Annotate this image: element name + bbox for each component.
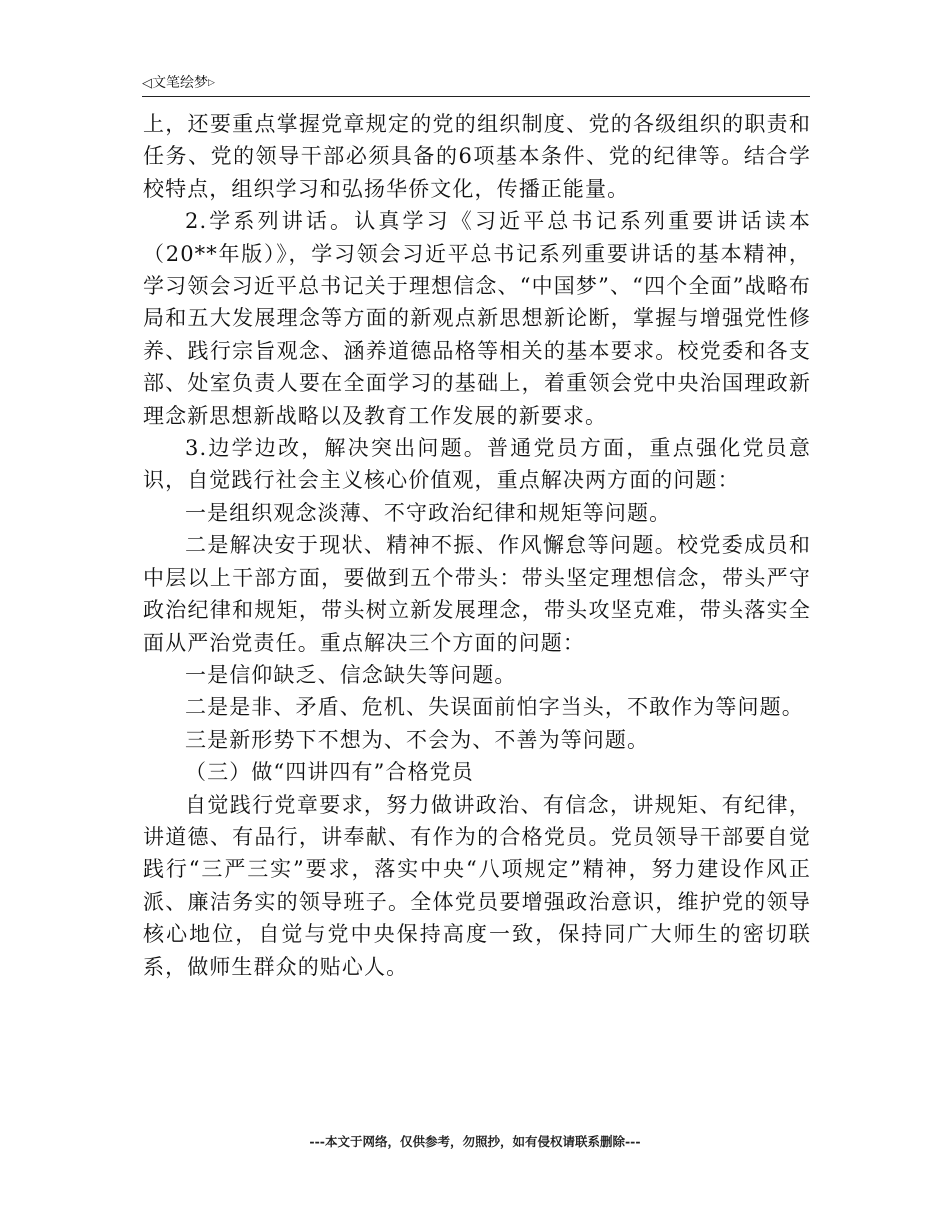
paragraph-6: 一是信仰缺乏、信念缺失等问题。 — [185, 662, 517, 687]
paragraph-10: 自觉践行党章要求，努力做讲政治、有信念，讲规矩、有纪律，讲道德、有品行，讲奉献、有作为的合格党员。党员领导干部要自觉践行“三严三实”要求，落实中央“八项规定”精神，努力建设作风正派、廉洁务实的领导班子。全体党员要增强政治意识，维护党的领导核心地位，自觉与党中央保持高度一致，保持同广大师生的密切联系，做师生群众的贴心人。 — [143, 792, 811, 979]
paragraph-5: 二是解决安于现状、精神不振、作风懈怠等问题。校党委成员和中层以上干部方面，要做到五个带头：带头坚定理想信念，带头严守政治纪律和规矩，带头树立新发展理念，带头攻坚克难，带头落实全面从严治党责任。重点解决三个方面的问题： — [143, 533, 811, 655]
paragraph-2: 2.学系列讲话。认真学习《习近平总书记系列重要讲话读本（20**年版）》，学习领会习近平总书记系列重要讲话的基本精神，学习领会习近平总书记关于理想信念、“中国梦”、“四个全面”战略布局和五大发展理念等方面的新观点新思想新论断，掌握与增强党性修养、践行宗旨观念、涵养道德品格等相关的基本要求。校党委和各支部、处室负责人要在全面学习的基础上，着重领会党中央治国理政新理念新思想新战略以及教育工作发展的新要求。 — [143, 209, 811, 428]
page-header — [142, 74, 810, 97]
right-triangle-icon: ▷ — [208, 78, 215, 88]
section-heading: （三）做“四讲四有”合格党员 — [185, 760, 474, 785]
document-body — [143, 108, 811, 983]
paragraph-4: 一是组织观念淡薄、不守政治纪律和规矩等问题。 — [185, 500, 672, 525]
paragraph-7: 二是是非、矛盾、危机、失误面前怕字当头，不敢作为等问题。 — [185, 695, 804, 720]
paragraph-3: 3.边学边改，解决突出问题。普通党员方面，重点强化党员意识，自觉践行社会主义核心价值观，重点解决两方面的问题： — [143, 436, 811, 493]
paragraph-1: 上，还要重点掌握党章规定的党的组织制度、党的各级组织的职责和任务、党的领导干部必须具备的6项基本条件、党的纪律等。结合学校特点，组织学习和弘扬华侨文化，传播正能量。 — [143, 112, 811, 201]
paragraph-8: 三是新形势下不想为、不会为、不善为等问题。 — [185, 727, 650, 752]
footer-notice: ---本文于网络，仅供参考，勿照抄，如有侵权请联系删除--- — [309, 1134, 641, 1149]
header-title: 文笔绘梦 — [152, 75, 208, 91]
left-triangle-icon: ◁ — [142, 76, 152, 91]
